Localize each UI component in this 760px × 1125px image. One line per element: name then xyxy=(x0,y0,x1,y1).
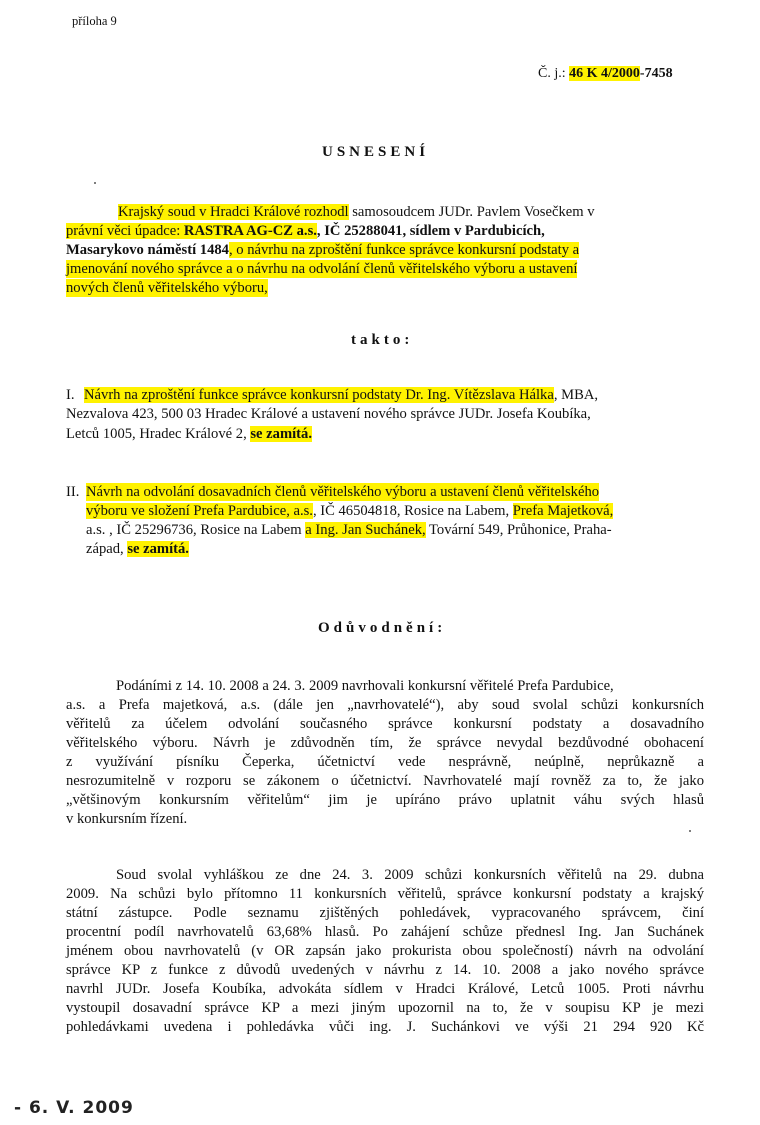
p1-line: a.s. a Prefa majetková, a.s. (dále jen „navrhovatelé“), aby soud svolal schůzi konkursních xyxy=(66,697,704,713)
item-2-number: II. xyxy=(66,484,80,500)
p1-line: v konkursním řízení. xyxy=(66,811,188,827)
item-1-mba: , MBA, xyxy=(553,387,599,403)
item-2-prefa-majetkova: Prefa Majetková, xyxy=(512,503,614,519)
item-1-line-3 xyxy=(66,425,312,443)
intro-case-matter: právní věci úpadce: xyxy=(66,223,184,239)
p2-line: pohledávkami uvedena i pohledávka vůči ing. J. Suchánkovi ve výši 21 294 920 Kč xyxy=(66,1019,704,1035)
p1-line: věřitelského výboru. Návrh je zdůvodněn tím, že správce nevydal bezdůvodné obohacení xyxy=(66,735,704,751)
p1-line: Podáními z 14. 10. 2008 a 24. 3. 2009 navrhovali konkursní věřitelé Prefa Pardubice, xyxy=(116,678,614,694)
speck-mark xyxy=(94,182,96,184)
item-1-verdict: se zamítá. xyxy=(250,426,312,442)
intro-line-5: nových členů věřitelského výboru, xyxy=(66,280,268,296)
p2-line: státní zástupce. Podle seznamu zjištěných pohledávek, vypracovaného správcem, činí xyxy=(66,905,704,921)
reasoning-heading: Odůvodnění: xyxy=(318,620,447,636)
item-2-prefa-id: , IČ 46504818, Rosice na Labem, xyxy=(312,503,513,519)
document-title: USNESENÍ xyxy=(322,144,430,160)
item-2-zapad: západ, xyxy=(86,541,128,557)
item-1-motion: Návrh na zproštění funkce správce konkursní podstaty Dr. Ing. Vítězslava Hálka xyxy=(84,387,554,403)
p2-line: Soud svolal vyhláškou ze dne 24. 3. 2009 schůzi konkursních věřitelů na 29. dubna xyxy=(116,867,704,883)
item-2-line-3 xyxy=(86,521,612,539)
annex-label: příloha 9 xyxy=(72,14,117,28)
takto-heading: takto: xyxy=(351,332,414,348)
p2-line: vystoupil dosavadní správce KP a mezi jiným upozornil na to, že v soupisu KP je mezi xyxy=(66,1000,704,1016)
p2-line: správce KP z funkce z důvodů uvedených v návrhu z 14. 10. 2008 a jako nového správce xyxy=(66,962,704,978)
intro-motion: , o návrhu na zproštění funkce správce konkursní podstaty a xyxy=(228,242,580,258)
p2-line: procentní podíl navrhovatelů 63,68% hlasů. Po zahájení schůze přednesl Ing. Jan Suchánek xyxy=(66,924,704,940)
p2-line: navrhl JUDr. Josefa Koubíka, advokáta sídlem v Hradci Králové, Letců 1005. Proti návrhu xyxy=(66,981,704,997)
speck-mark xyxy=(689,830,691,832)
intro-court: Krajský soud v Hradci Králové rozhodl xyxy=(118,204,349,220)
intro-judge: samosoudcem JUDr. Pavlem Vosečkem v xyxy=(348,204,595,220)
item-1-number: I. xyxy=(66,387,75,403)
item-2-verdict: se zamítá. xyxy=(127,541,189,557)
case-number-main: 46 K 4/2000 xyxy=(569,66,640,81)
case-prefix: Č. j.: xyxy=(538,66,570,81)
intro-line-1 xyxy=(118,203,595,221)
p1-line: „většinovým konkursním věřitelům“ jim je upíráno právo uplatnit váhu svých hlasů xyxy=(66,792,704,808)
item-2-majetkova-id: a.s. , IČ 25296736, Rosice na Labem xyxy=(86,522,306,538)
p1-line: věřitelů za účelem odvolání současného správce konkursní podstaty a dosavadního xyxy=(66,716,704,732)
p2-line: 2009. Na schůzi bylo přítomno 11 konkursních věřitelů, správce konkursní podstaty a krajský xyxy=(66,886,704,902)
item-2-line-2 xyxy=(86,502,613,520)
item-1-line-1 xyxy=(84,386,598,404)
item-2-address: Tovární 549, Průhonice, Praha- xyxy=(425,522,612,538)
p2-line: jménem obou navrhovatelů (v OR zapsán jako prokurista obou společností) návrh na odvolání xyxy=(66,943,704,959)
p1-line: nesrozumitelně v rozporu se zákonem o účetnictví. Navrhovatelé mají rovněž za to, že jako xyxy=(66,773,704,789)
item-2-line-4 xyxy=(86,540,189,558)
date-stamp: - 6. V. 2009 xyxy=(14,1098,134,1118)
item-2-line-1: Návrh na odvolání dosavadních členů věřitelského výboru a ustavení členů věřitelského xyxy=(86,484,600,500)
item-2-suchanek: a Ing. Jan Suchánek, xyxy=(305,522,426,538)
item-2-committee: výboru ve složení Prefa Pardubice, a.s. xyxy=(86,503,313,519)
p1-line: z využívání písníku Čeperka, účetnictví vede nesprávně, neúplně, neprůkazně a xyxy=(66,754,704,770)
intro-debtor-id: , IČ 25288041, sídlem v Pardubicích, xyxy=(316,223,545,239)
item-1-line-2: Nezvalova 423, 500 03 Hradec Králové a ustavení nového správce JUDr. Josefa Koubíka, xyxy=(66,406,591,422)
intro-line-4: jmenování nového správce a o návrhu na odvolání členů věřitelského výboru a ustavení xyxy=(66,261,578,277)
intro-debtor: RASTRA AG-CZ a.s. xyxy=(183,223,317,239)
case-number xyxy=(538,66,673,82)
intro-line-3 xyxy=(66,241,579,259)
intro-line-2 xyxy=(66,222,545,240)
intro-address: Masarykovo náměstí 1484 xyxy=(66,242,229,258)
case-number-suffix: -7458 xyxy=(639,66,673,81)
item-1-address: Letců 1005, Hradec Králové 2, xyxy=(66,426,251,442)
